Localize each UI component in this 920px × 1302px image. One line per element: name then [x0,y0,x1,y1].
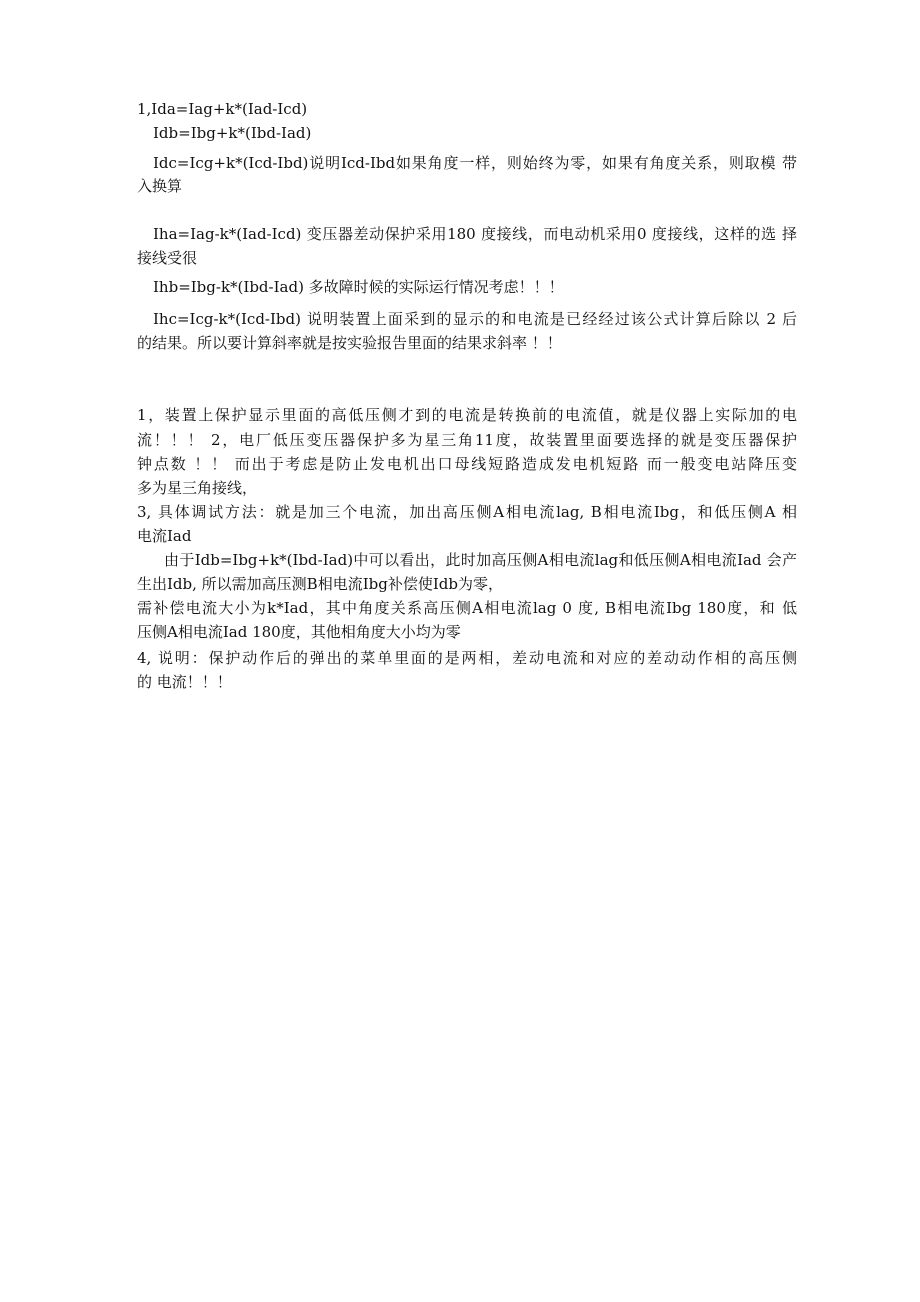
formula-idc-line2: 入换算 [137,177,183,195]
note-3-line1: 3, 具体调试方法：就是加三个电流，加出高压侧A相电流lag, B相电流Ibg，和低压侧A 相 [137,503,797,521]
note-1-line1: 1，装置上保护显示里面的高低压侧才到的电流是转换前的电流值，就是仪器上实际加的电 [137,406,797,424]
note-1-line2: 流！！！ 2，电厂低压变压器保护多为星三角11度，故装置里面要选择的就是变压器保护 [137,431,797,449]
formula-idb: Idb=Ibg+k*(Ibd-Iad) [153,124,312,142]
note-4-line1: 4, 说明：保护动作后的弹出的菜单里面的是两相，差动电流和对应的差动动作相的高压侧 [137,649,797,667]
formula-idc-line1: Idc=Icg+k*(Icd-Ibd)说明Icd-Ibd如果角度一样，则始终为零，如果有角度关系，则取模 带 [153,154,797,172]
formula-ida: 1,Ida=Iag+k*(Iad-Icd) [137,100,308,118]
formula-iha-line2: 接线受很 [137,249,198,267]
formula-ihc-line1: Ihc=Icg-k*(Icd-Ibd) 说明装置上面采到的显示的和电流是已经经过该公式计算后除以 2 后 [153,310,797,328]
note-3-line3: 由于Idb=Ibg+k*(Ibd-Iad)中可以看出，此时加高压侧A相电流lag和低压侧A相电流Iad 会产 [164,551,797,569]
formula-ihb: Ihb=Ibg-k*(Ibd-Iad) 多故障时候的实际运行情况考虑！！！ [153,278,564,296]
note-4-line2: 的 电流！！！ [137,673,232,691]
note-1-line3: 钟点数 ！！ 而出于考虑是防止发电机出口母线短路造成发电机短路 而一般变电站降压变 [137,455,797,473]
note-3-line5: 需补偿电流大小为k*Iad，其中角度关系高压侧A相电流lag 0 度, B相电流Ibg 180度，和 低 [137,599,797,617]
formula-iha-line1: Iha=Iag-k*(Iad-Icd) 变压器差动保护采用180 度接线，而电动机采用0 度接线，这样的选 择 [153,225,797,243]
note-3-line6: 压侧A相电流Iad 180度，其他相角度大小均为零 [137,623,461,641]
note-3-line2: 电流Iad [137,527,192,545]
note-3-line4: 生出Idb, 所以需加高压测B相电流Ibg补偿使Idb为零， [137,575,503,593]
note-1-line4: 多为星三角接线， [137,479,258,497]
formula-ihc-line2: 的结果。所以要计算斜率就是按实验报告里面的结果求斜率 ！！ [137,334,562,352]
